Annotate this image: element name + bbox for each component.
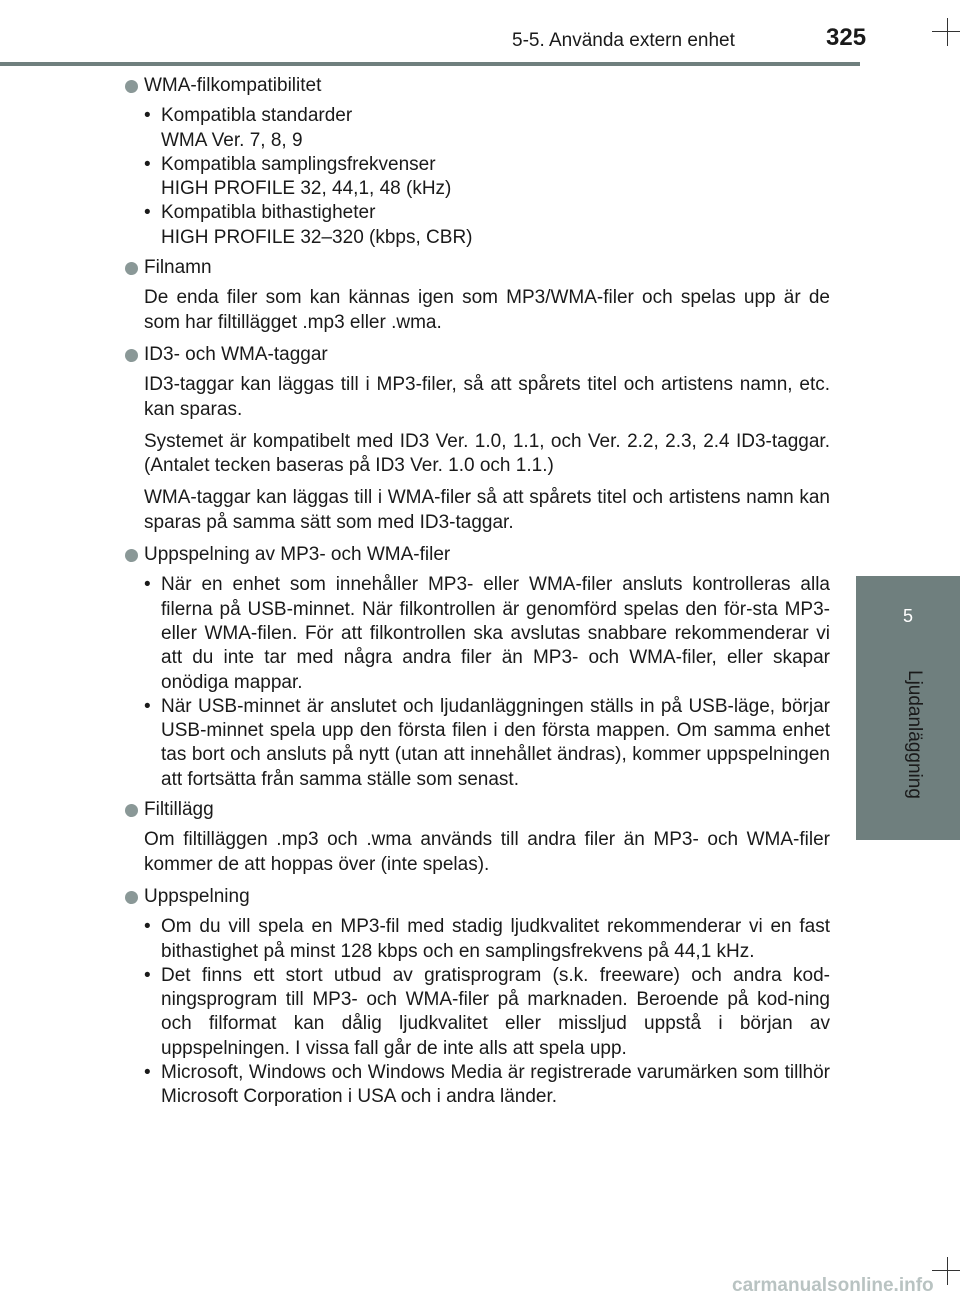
- list-item: [144, 1061, 830, 1110]
- bullet-dot-icon: [125, 262, 138, 275]
- bullet-dot-icon: [125, 549, 138, 562]
- section-heading-text: Filnamn: [144, 257, 212, 279]
- bullet-icon: •: [144, 105, 151, 127]
- chapter-number: 5: [902, 606, 913, 626]
- bullet-icon: •: [144, 153, 151, 175]
- section-heading: [124, 256, 830, 280]
- section-heading-text: Uppspelning av MP3- och WMA-filer: [144, 544, 451, 566]
- bullet-icon: •: [144, 695, 151, 717]
- list-item: [144, 573, 830, 694]
- list-item-text: När en enhet som innehåller MP3- eller WMA-filer ansluts kontrolleras alla filerna på USB-minnet. När filkontrollen är genomförd spelas den för-sta MP3- eller WMA-filen. För att filkontrollen ska avslutas snabbare rekommenderar vi att du inte tar med några andra filer än MP3- och WMA-filer, eller skapar onödiga mappar.: [161, 574, 830, 693]
- bullet-dot-icon: [125, 891, 138, 904]
- paragraph: ID3-taggar kan läggas till i MP3-filer, så att spårets titel och artistens namn, etc. kan sparas.: [144, 374, 830, 420]
- crop-mark-bottom-v: [947, 1257, 948, 1285]
- page-number: 325: [826, 24, 867, 51]
- section-heading-text: ID3- och WMA-taggar: [144, 343, 328, 365]
- spec-detail: HIGH PROFILE 32–320 (kbps, CBR): [161, 226, 473, 248]
- section-heading-text: Uppspelning: [144, 885, 250, 907]
- paragraph: Om filtilläggen .mp3 och .wma används till andra filer än MP3- och WMA-filer kommer de att hoppas över (inte spelas).: [144, 829, 830, 875]
- spec-title: Kompatibla samplingsfrekvenser: [161, 153, 436, 175]
- paragraph: WMA-taggar kan läggas till i WMA-filer så att spårets titel och artistens namn kan sparas på samma sätt som med ID3-taggar.: [144, 487, 830, 533]
- list-item-text: När USB-minnet är anslutet och ljudanläggningen ställs in på USB-läge, börjar USB-minnet spela upp den första filen i den första mappen. Om samma enhet tas bort och ansluts på nytt (utan att innehållet ändras), kommer uppspelningen att fortsätta från samma ställe som senast.: [161, 695, 830, 790]
- paragraph: Systemet är kompatibelt med ID3 Ver. 1.0, 1.1, och Ver. 2.2, 2.3, 2.4 ID3-taggar. (Antalet tecken baseras på ID3 Ver. 1.0 och 1.1.): [144, 430, 830, 477]
- spec-item: [144, 201, 830, 250]
- bullet-dot-icon: [125, 804, 138, 817]
- list-item: [144, 915, 830, 964]
- list-item-text: Microsoft, Windows och Windows Media är registrerade varumärken som tillhör Microsoft Corporation i USA och i andra länder.: [161, 1061, 830, 1108]
- section-heading: [124, 343, 830, 367]
- spec-title: Kompatibla standarder: [161, 105, 353, 127]
- header-rule: [0, 62, 860, 66]
- spec-detail: HIGH PROFILE 32, 44,1, 48 (kHz): [161, 178, 452, 200]
- section-heading: [124, 885, 830, 909]
- bullet-icon: •: [144, 574, 151, 596]
- spec-list: [124, 104, 830, 250]
- crop-mark-bottom-h: [932, 1270, 960, 1271]
- bullet-list: [124, 915, 830, 1109]
- bullet-icon: •: [144, 202, 151, 224]
- section-heading-text: Filtillägg: [144, 799, 214, 821]
- section-heading: [124, 798, 830, 822]
- page-content: [124, 74, 830, 1116]
- bullet-dot-icon: [125, 80, 138, 93]
- list-item-text: Om du vill spela en MP3-fil med stadig ljudkvalitet rekommenderar vi en fast bithastighet på minst 128 kbps och en samplingsfrekvens på 44,1 kHz.: [161, 916, 830, 962]
- spec-item: [144, 104, 830, 153]
- bullet-icon: •: [144, 964, 151, 986]
- section-heading: [124, 543, 830, 567]
- spec-title: Kompatibla bithastigheter: [161, 202, 376, 224]
- bullet-icon: •: [144, 1061, 151, 1083]
- bullet-list: [124, 573, 830, 792]
- list-item-text: Det finns ett stort utbud av gratisprogram (s.k. freeware) och andra kod-ningsprogram till MP3- och WMA-filer på marknaden. Beroende på kod-ning och filformat kan dålig ljudkvalitet eller missljud uppstå i början av uppspelningen. I vissa fall går de inte alls att spela upp.: [161, 964, 830, 1059]
- spec-item: [144, 153, 830, 202]
- watermark-logo: carmanualsonline.info: [732, 1275, 934, 1296]
- list-item: [144, 695, 830, 792]
- list-item: [144, 964, 830, 1061]
- section-heading: [124, 74, 830, 98]
- running-header-title: 5-5. Använda extern enhet: [512, 30, 735, 51]
- crop-mark-top-h: [932, 31, 960, 32]
- bullet-dot-icon: [125, 349, 138, 362]
- paragraph: De enda filer som kan kännas igen som MP3/WMA-filer och spelas upp är de som har filtillägget .mp3 eller .wma.: [144, 287, 830, 333]
- spec-detail: WMA Ver. 7, 8, 9: [161, 129, 303, 151]
- bullet-icon: •: [144, 916, 151, 938]
- chapter-label: Ljudanläggning: [904, 670, 925, 799]
- crop-mark-top-v: [947, 18, 948, 46]
- section-heading-text: WMA-filkompatibilitet: [144, 75, 322, 96]
